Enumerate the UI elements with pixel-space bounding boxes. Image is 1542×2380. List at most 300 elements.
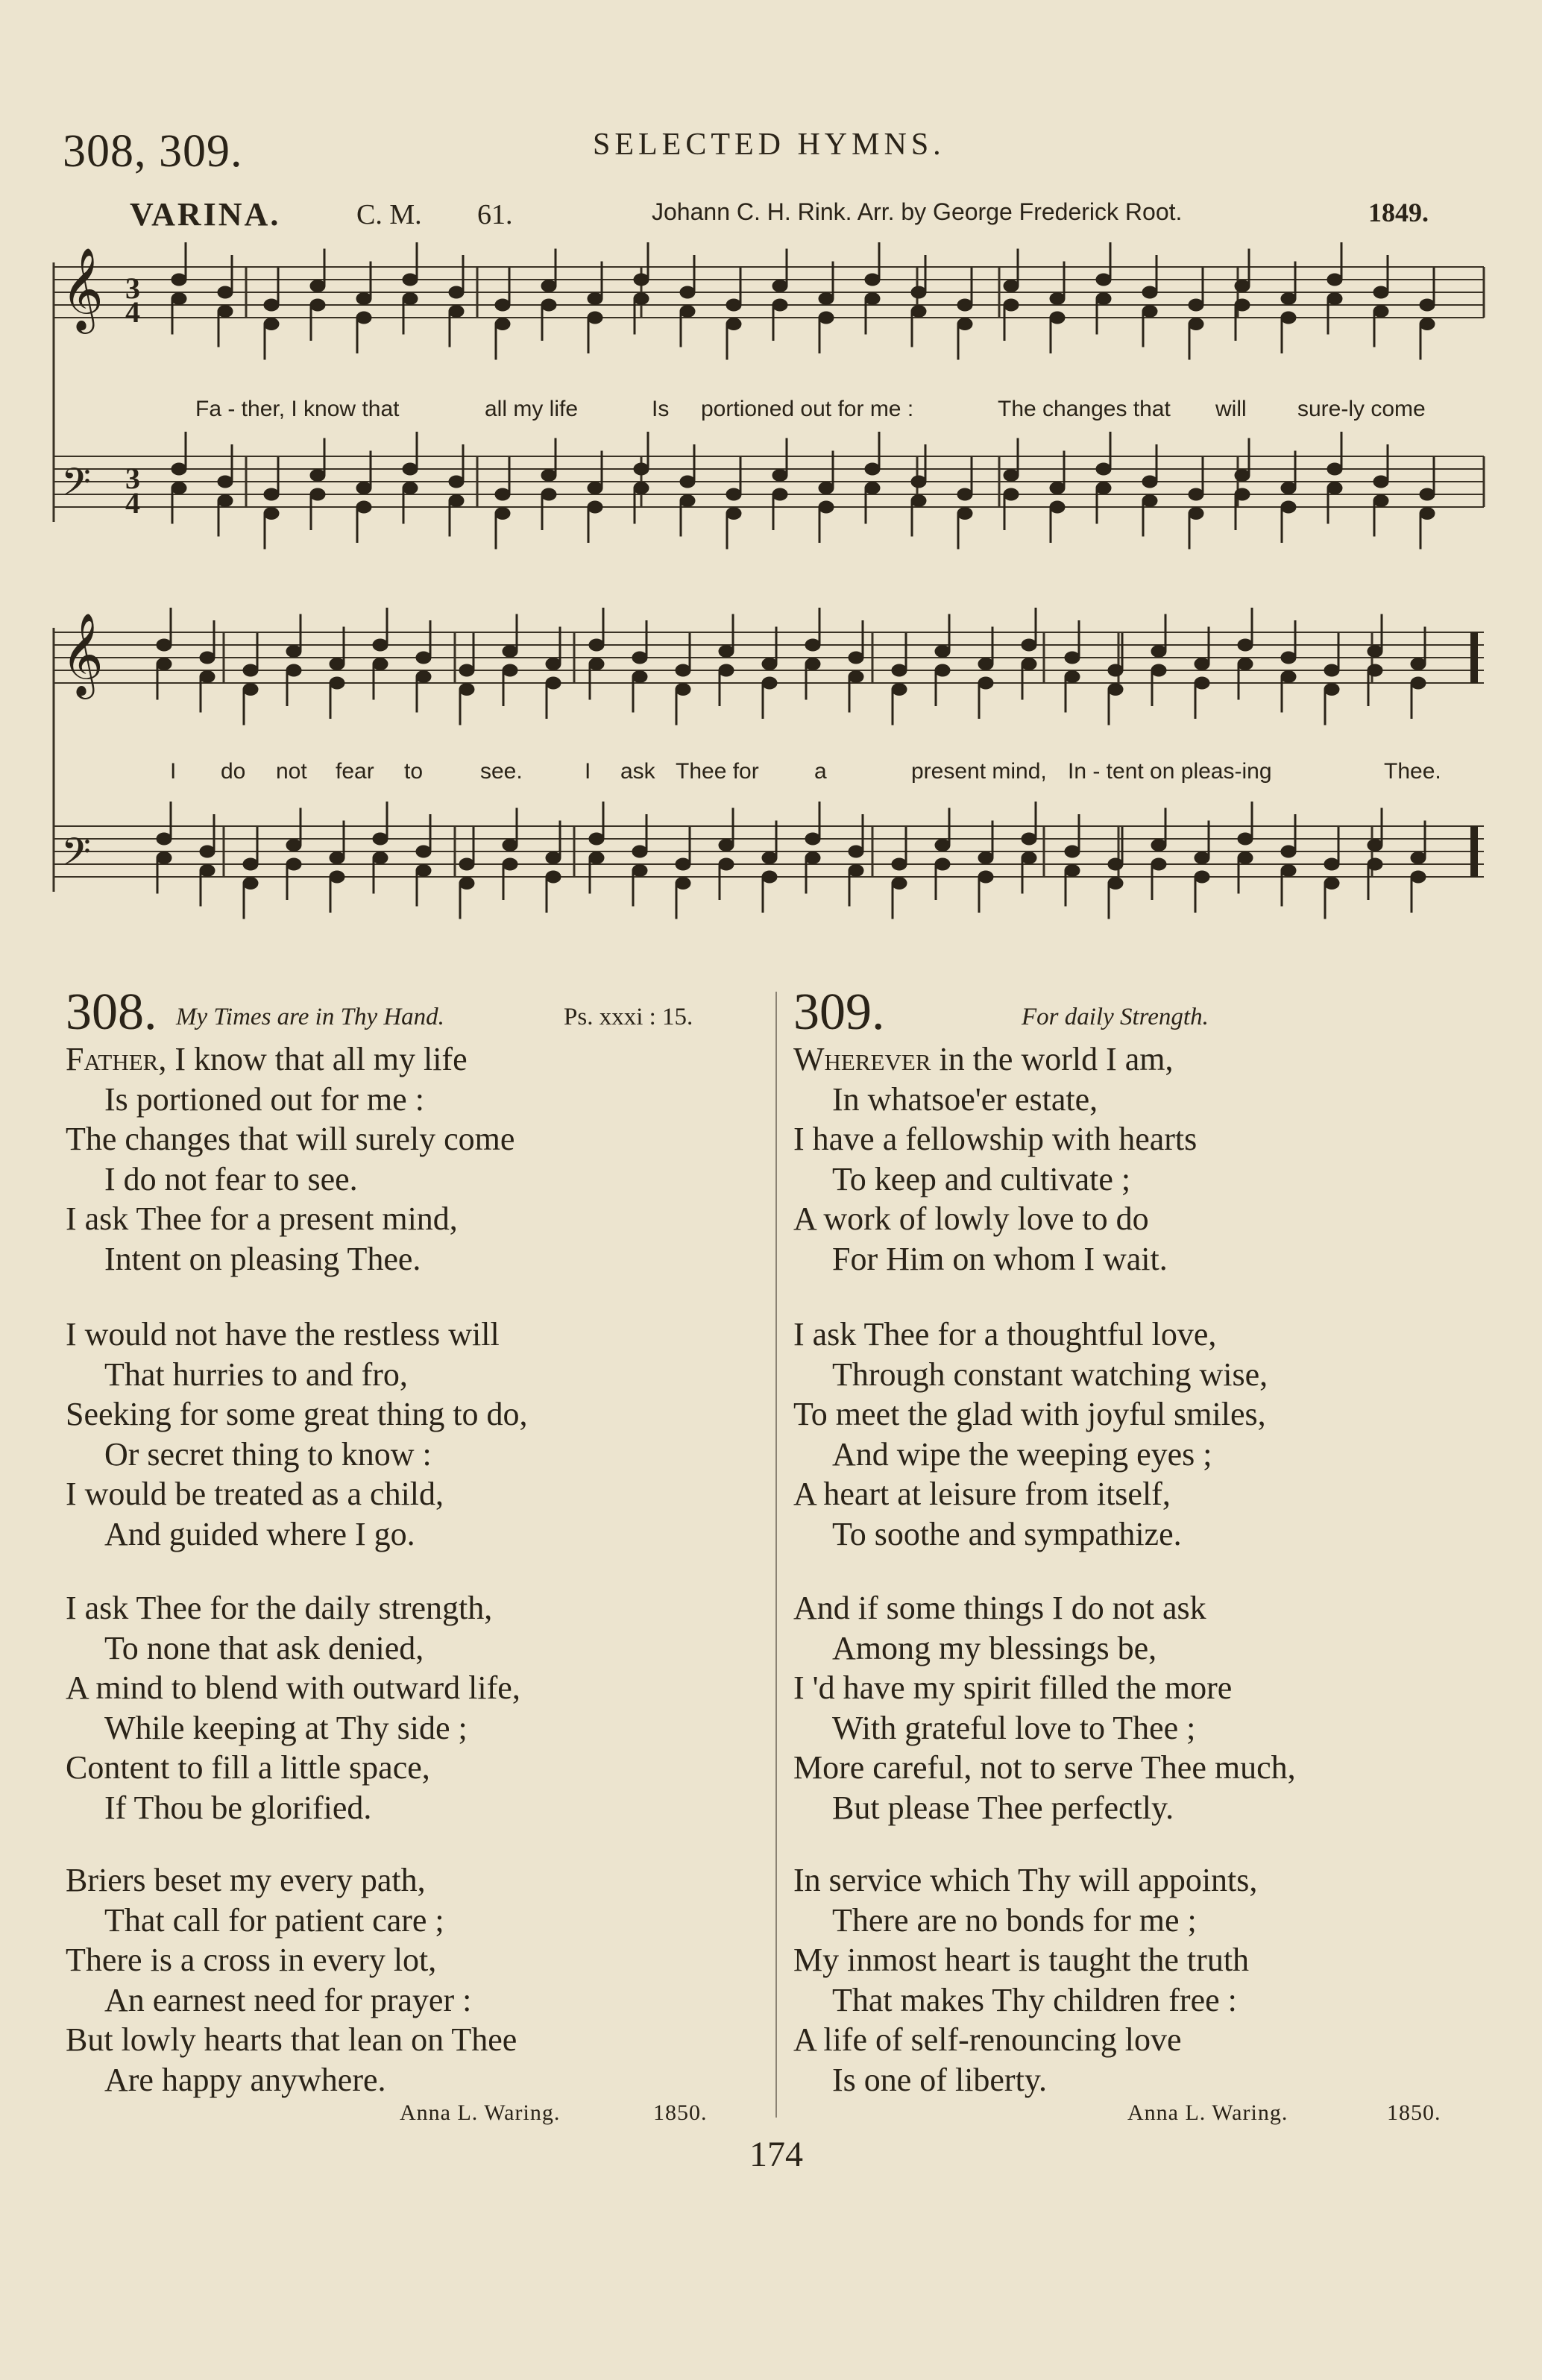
verse-line: Are happy anywhere. — [104, 2061, 386, 2098]
verse-line: That hurries to and fro, — [104, 1356, 408, 1393]
note-head — [1282, 846, 1295, 857]
note-head — [244, 684, 257, 695]
note-head — [374, 659, 387, 670]
note-head — [201, 672, 214, 682]
note-head — [676, 684, 690, 695]
note-head — [450, 496, 463, 506]
note-head — [330, 678, 344, 688]
note-head — [244, 878, 257, 889]
hymn-309-verse-4 — [793, 1860, 1257, 2100]
note-head — [357, 502, 371, 512]
verse-line: Through constant watching wise, — [832, 1356, 1268, 1393]
note-head — [1109, 684, 1122, 695]
note-head — [1066, 846, 1079, 857]
note-head — [806, 853, 819, 863]
note-head — [936, 859, 949, 869]
note-head — [588, 502, 602, 512]
note-head — [357, 483, 371, 494]
lyric-syllable: portioned out for me : — [701, 397, 914, 421]
lyric-syllable: will — [1215, 397, 1247, 421]
note-head — [1412, 659, 1425, 670]
note-head — [417, 846, 430, 857]
note-head — [912, 496, 925, 506]
note-head — [547, 853, 560, 863]
note-head — [1420, 319, 1434, 330]
note-head — [866, 274, 879, 285]
verse-line: To meet the glad with joyful smiles, — [793, 1396, 1266, 1432]
note-head — [1051, 483, 1064, 494]
note-head — [172, 464, 186, 474]
note-head — [958, 319, 972, 330]
note-head — [1152, 859, 1165, 869]
hymn-308-year: 1850. — [653, 2100, 708, 2125]
note-head — [311, 300, 324, 310]
note-head — [330, 659, 344, 670]
note-head — [218, 476, 232, 487]
first-word: Father, — [66, 1041, 167, 1077]
note-head — [1195, 872, 1209, 882]
note-head — [1239, 834, 1252, 844]
verse-line: If Thou be glorified. — [104, 1789, 372, 1826]
verse-line — [66, 1039, 514, 1080]
note-head — [1097, 483, 1110, 494]
note-head — [201, 846, 214, 857]
note-head — [1189, 489, 1203, 500]
note-head — [503, 665, 517, 676]
note-head — [172, 483, 186, 494]
note-head — [450, 287, 463, 298]
note-head — [330, 872, 344, 882]
verse-line: There is a cross in every lot, — [66, 1942, 437, 1978]
bass-clef: 𝄢 — [61, 829, 91, 884]
verse-line: I would not have the restless will — [66, 1316, 500, 1353]
verse-line: A life of self-renouncing love — [793, 2021, 1182, 2058]
note-head — [681, 496, 694, 506]
note-head — [374, 640, 387, 650]
note-head — [157, 640, 171, 650]
note-head — [218, 287, 232, 298]
verse-line: A mind to blend with outward life, — [66, 1669, 520, 1706]
lyric-syllable: Thee for — [676, 759, 759, 784]
note-head — [1239, 659, 1252, 670]
note-head — [1420, 300, 1434, 310]
note-head — [1282, 502, 1295, 512]
note-head — [633, 846, 646, 857]
note-head — [1374, 306, 1388, 317]
note-head — [1374, 287, 1388, 298]
note-head — [1152, 665, 1165, 676]
note-head — [819, 294, 833, 304]
hymn-308-verse-1 — [66, 1039, 514, 1279]
note-head — [1328, 483, 1341, 494]
note-head — [773, 281, 787, 292]
note-head — [1368, 665, 1382, 676]
note-head — [1325, 859, 1338, 869]
note-head — [588, 294, 602, 304]
note-head — [635, 483, 648, 494]
note-head — [417, 672, 430, 682]
note-head — [1189, 300, 1203, 310]
note-head — [287, 859, 300, 869]
note-head — [806, 640, 819, 650]
verse-line: To soothe and sympathize. — [832, 1515, 1182, 1552]
hymn-309-verse-1 — [793, 1039, 1197, 1279]
note-head — [496, 300, 509, 310]
note-head — [157, 834, 171, 844]
note-head — [1325, 878, 1338, 889]
note-head — [503, 646, 517, 657]
note-head — [1109, 878, 1122, 889]
hymn-308-verse-2 — [66, 1315, 528, 1554]
note-head — [979, 678, 992, 688]
note-head — [773, 470, 787, 481]
note-head — [496, 319, 509, 330]
note-head — [1152, 840, 1165, 851]
note-head — [311, 489, 324, 500]
verse-line: Content to fill a little space, — [66, 1749, 430, 1786]
note-head — [403, 294, 417, 304]
note-head — [460, 859, 473, 869]
note-head — [676, 878, 690, 889]
note-head — [450, 306, 463, 317]
note-head — [547, 872, 560, 882]
note-head — [357, 312, 371, 323]
note-head — [912, 287, 925, 298]
note-head — [866, 464, 879, 474]
note-head — [819, 483, 833, 494]
lyric-syllable: all my life — [485, 397, 579, 421]
note-head — [727, 509, 740, 519]
note-head — [403, 464, 417, 474]
note-head — [1282, 866, 1295, 876]
note-head — [720, 859, 733, 869]
hymn-308-number: 308. — [66, 983, 157, 1041]
note-head — [590, 853, 603, 863]
note-head — [503, 840, 517, 851]
note-head — [681, 287, 694, 298]
note-head — [773, 489, 787, 500]
note-head — [157, 659, 171, 670]
note-head — [1328, 294, 1341, 304]
note-head — [1282, 294, 1295, 304]
note-head — [1412, 872, 1425, 882]
note-head — [1236, 489, 1249, 500]
note-head — [590, 640, 603, 650]
tune-number: 61. — [477, 199, 513, 230]
note-head — [958, 509, 972, 519]
note-head — [866, 483, 879, 494]
hymn-308-title: My Times are in Thy Hand. — [176, 1004, 444, 1030]
verse-line: Is one of liberty. — [832, 2061, 1047, 2098]
verse-line: I ask Thee for the daily strength, — [66, 1590, 493, 1626]
note-head — [676, 665, 690, 676]
verse-line: To none that ask denied, — [104, 1629, 424, 1666]
verse-line: For Him on whom I wait. — [832, 1240, 1168, 1277]
note-head — [311, 470, 324, 481]
note-head — [244, 859, 257, 869]
tune-meter: C. M. — [356, 199, 422, 230]
lyric-syllable: The changes that — [998, 397, 1171, 421]
hymn-numbers-header: 308, 309. — [63, 126, 243, 177]
note-head — [1328, 274, 1341, 285]
lyric-syllable: to — [404, 759, 424, 784]
note-head — [1282, 652, 1295, 663]
note-head — [1066, 652, 1079, 663]
verse-line: That call for patient care ; — [104, 1901, 444, 1939]
treble-clef: 𝄞 — [61, 247, 104, 330]
note-head — [633, 866, 646, 876]
note-head — [1368, 840, 1382, 851]
note-head — [1195, 659, 1209, 670]
final-bar — [1470, 826, 1478, 877]
verse-line: I would be treated as a child, — [66, 1476, 444, 1512]
lyric-syllable: Fa - ther, I know that — [195, 397, 400, 421]
note-head — [958, 489, 972, 500]
note-head — [681, 476, 694, 487]
note-head — [1109, 859, 1122, 869]
treble-clef: 𝄞 — [61, 612, 104, 696]
note-head — [1239, 853, 1252, 863]
note-head — [1022, 853, 1036, 863]
note-head — [1097, 274, 1110, 285]
column-divider — [775, 992, 777, 2118]
hymn-309-verse-2 — [793, 1315, 1268, 1554]
note-head — [287, 665, 300, 676]
lyric-syllable: Thee. — [1384, 759, 1441, 784]
note-head — [1051, 312, 1064, 323]
note-head — [773, 300, 787, 310]
note-head — [1282, 672, 1295, 682]
note-head — [866, 294, 879, 304]
note-head — [201, 652, 214, 663]
note-head — [819, 502, 833, 512]
note-head — [849, 846, 863, 857]
lyric-syllable: not — [276, 759, 307, 784]
verse-line: Briers beset my every path, — [66, 1862, 426, 1898]
note-head — [1022, 659, 1036, 670]
verse-line: But please Thee perfectly. — [832, 1789, 1174, 1826]
verse-line: Or secret thing to know : — [104, 1435, 432, 1473]
verse-line — [793, 1039, 1197, 1080]
note-head — [1097, 464, 1110, 474]
verse-line: In whatsoe'er estate, — [832, 1080, 1098, 1118]
note-head — [1328, 464, 1341, 474]
note-head — [720, 840, 733, 851]
note-head — [590, 659, 603, 670]
note-head — [218, 306, 232, 317]
verse-line: More careful, not to serve Thee much, — [793, 1749, 1296, 1786]
note-head — [374, 834, 387, 844]
verse-line: I ask Thee for a thoughtful love, — [793, 1316, 1217, 1353]
verse-line: To keep and cultivate ; — [832, 1160, 1131, 1197]
lyric-syllable: fear — [336, 759, 374, 784]
note-head — [1022, 834, 1036, 844]
verse-line: Intent on pleasing Thee. — [104, 1240, 421, 1277]
note-head — [936, 840, 949, 851]
note-head — [1143, 496, 1156, 506]
note-head — [720, 646, 733, 657]
note-head — [547, 659, 560, 670]
note-head — [265, 489, 278, 500]
note-head — [763, 872, 776, 882]
first-word: Wherever — [793, 1041, 931, 1077]
line-rest: I know that all my life — [166, 1041, 468, 1077]
note-head — [1004, 489, 1018, 500]
lyric-syllable: Is — [652, 397, 670, 421]
lyric-syllable: In - tent on pleas-ing — [1068, 759, 1272, 784]
note-head — [763, 853, 776, 863]
lyric-syllable: sure-ly come — [1297, 397, 1426, 421]
verse-line: That makes Thy children free : — [832, 1981, 1237, 2018]
verse-line: And if some things I do not ask — [793, 1590, 1206, 1626]
lyric-syllable: I — [170, 759, 177, 784]
note-head — [1374, 496, 1388, 506]
note-head — [1143, 287, 1156, 298]
time-signature: 3 — [125, 462, 140, 495]
note-head — [1195, 853, 1209, 863]
note-head — [1195, 678, 1209, 688]
note-head — [720, 665, 733, 676]
hymn-308-author: Anna L. Waring. — [400, 2100, 561, 2125]
note-head — [460, 878, 473, 889]
verse-line: My inmost heart is taught the truth — [793, 1942, 1250, 1978]
line-rest: in the world I am, — [931, 1041, 1174, 1077]
verse-line: And guided where I go. — [104, 1515, 415, 1552]
note-head — [763, 678, 776, 688]
verse-line: Seeking for some great thing to do, — [66, 1396, 528, 1432]
section-title: SELECTED HYMNS. — [593, 128, 945, 162]
note-head — [1368, 859, 1382, 869]
note-head — [287, 840, 300, 851]
note-head — [958, 300, 972, 310]
note-head — [330, 853, 344, 863]
note-head — [496, 489, 509, 500]
note-head — [1282, 312, 1295, 323]
note-head — [1282, 483, 1295, 494]
note-head — [1152, 646, 1165, 657]
note-head — [542, 470, 556, 481]
time-signature: 3 — [125, 271, 140, 305]
note-head — [172, 294, 186, 304]
note-head — [893, 684, 906, 695]
note-head — [1374, 476, 1388, 487]
note-head — [201, 866, 214, 876]
note-head — [1236, 300, 1249, 310]
note-head — [635, 464, 648, 474]
hymn-308-reference: Ps. xxxi : 15. — [564, 1004, 693, 1030]
note-head — [244, 665, 257, 676]
verse-line: Is portioned out for me : — [104, 1080, 424, 1118]
lyric-syllable: a — [814, 759, 827, 784]
tune-credit: Johann C. H. Rink. Arr. by George Frederick Root. — [652, 198, 1183, 225]
note-head — [1051, 294, 1064, 304]
note-head — [547, 678, 560, 688]
note-head — [460, 665, 473, 676]
hymn-308-verse-4 — [66, 1860, 517, 2100]
note-head — [1420, 509, 1434, 519]
hymn-309-number: 309. — [793, 983, 885, 1041]
note-head — [912, 476, 925, 487]
note-head — [635, 294, 648, 304]
lyric-syllable: ask — [620, 759, 655, 784]
verse-line: A heart at leisure from itself, — [793, 1476, 1171, 1512]
note-head — [265, 300, 278, 310]
note-head — [1236, 281, 1249, 292]
verse-line: And wipe the weeping eyes ; — [832, 1435, 1212, 1473]
note-head — [849, 866, 863, 876]
note-head — [633, 672, 646, 682]
note-head — [357, 294, 371, 304]
note-head — [1420, 489, 1434, 500]
note-head — [1189, 509, 1203, 519]
note-head — [172, 274, 186, 285]
note-head — [218, 496, 232, 506]
note-head — [635, 274, 648, 285]
note-head — [496, 509, 509, 519]
note-head — [727, 300, 740, 310]
note-head — [588, 312, 602, 323]
note-head — [633, 652, 646, 663]
note-head — [265, 319, 278, 330]
note-head — [542, 300, 556, 310]
note-head — [681, 306, 694, 317]
hymn-309-title: For daily Strength. — [1022, 1004, 1209, 1030]
hymn-309-year: 1850. — [1387, 2100, 1441, 2125]
note-head — [417, 866, 430, 876]
note-head — [590, 834, 603, 844]
note-head — [403, 483, 417, 494]
hymn-309-verse-3 — [793, 1588, 1296, 1828]
note-head — [806, 659, 819, 670]
note-head — [1066, 672, 1079, 682]
verse-line: An earnest need for prayer : — [104, 1981, 472, 2018]
note-head — [1368, 646, 1382, 657]
note-head — [849, 672, 863, 682]
note-head — [1051, 502, 1064, 512]
note-head — [893, 665, 906, 676]
note-head — [1022, 640, 1036, 650]
note-head — [727, 319, 740, 330]
note-head — [417, 652, 430, 663]
note-head — [849, 652, 863, 663]
page-number: 174 — [749, 2135, 803, 2174]
verse-line: While keeping at Thy side ; — [104, 1709, 468, 1746]
note-head — [265, 509, 278, 519]
note-head — [806, 834, 819, 844]
bass-clef: 𝄢 — [61, 459, 91, 514]
note-head — [1109, 665, 1122, 676]
note-head — [1412, 853, 1425, 863]
note-head — [936, 665, 949, 676]
note-head — [1325, 665, 1338, 676]
note-head — [727, 489, 740, 500]
time-signature: 4 — [125, 486, 140, 520]
note-head — [588, 483, 602, 494]
verse-line: I ask Thee for a present mind, — [66, 1200, 458, 1237]
note-head — [287, 646, 300, 657]
verse-line: But lowly hearts that lean on Thee — [66, 2021, 517, 2058]
verse-line: I do not fear to see. — [104, 1160, 358, 1197]
note-head — [1004, 300, 1018, 310]
note-head — [311, 281, 324, 292]
note-head — [936, 646, 949, 657]
lyric-syllable: I — [585, 759, 591, 784]
note-head — [542, 281, 556, 292]
note-head — [1097, 294, 1110, 304]
note-head — [542, 489, 556, 500]
note-head — [1412, 678, 1425, 688]
verse-line: There are no bonds for me ; — [832, 1901, 1197, 1939]
